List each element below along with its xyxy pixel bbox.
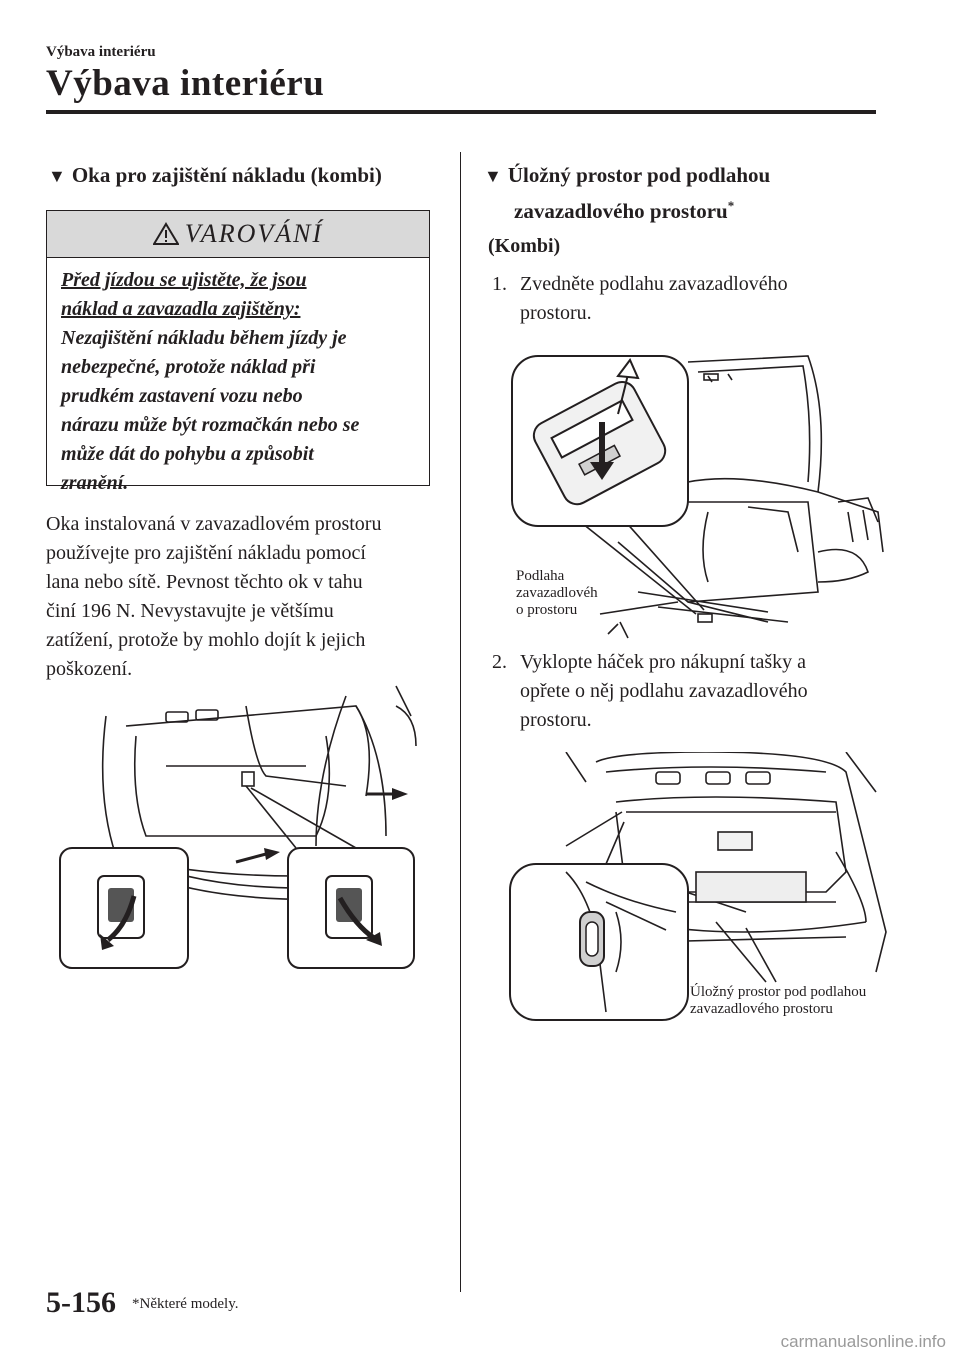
warning-header <box>47 211 429 258</box>
subheading-kombi: (Kombi) <box>488 235 561 257</box>
warning-triangle-icon <box>153 222 179 246</box>
running-header: Výbava interiéru <box>46 44 156 60</box>
step-2: 2. Vyklopte háček pro nákupní tašky a opřete o něj podlahu zavazadlového prostoru. <box>492 651 808 731</box>
section-heading-underfloor: ▼ Úložný prostor pod podlahou zavazadlového prostoru* <box>484 163 771 223</box>
warning-box <box>46 210 430 494</box>
column-divider <box>460 152 461 1292</box>
watermark: carmanualsonline.info <box>780 1332 946 1351</box>
triangle-bullet-icon: ▼ <box>484 166 502 186</box>
step-1: 1. Zvedněte podlahu zavazadlového prostoru. <box>492 273 788 324</box>
warning-title: VAROVÁNÍ <box>184 219 324 248</box>
fig1-caption: Podlaha zavazadlovéh o prostoru <box>516 568 598 618</box>
cargo-hooks-illustration <box>56 676 424 972</box>
warning-body <box>47 258 429 498</box>
body-paragraph: Oka instalovaná v zavazadlovém prostoru používejte pro zajištění nákladu pomocí lana nebo sítě. Pevnost těchto ok v tahu činí 196 N. Nevystavujte je většímu zatížení, protože by mohlo dojít k jejich poškození. <box>46 513 382 680</box>
triangle-bullet-icon: ▼ <box>48 166 66 186</box>
warning-line: nebezpečné, protože náklad při <box>61 356 316 378</box>
warning-line: Nezajištění nákladu během jízdy je <box>61 327 347 349</box>
fig2-caption: Úložný prostor pod podlahou zavazadlového prostoru <box>690 984 867 1017</box>
warning-line: může dát do pohybu a způsobit <box>61 443 314 465</box>
page-number: 5-156 <box>46 1286 116 1319</box>
section-heading-cargo-hooks: ▼ Oka pro zajištění nákladu (kombi) <box>48 160 382 191</box>
warning-line: prudkém zastavení vozu nebo <box>61 385 303 407</box>
page-title: Výbava interiéru <box>46 63 325 104</box>
warning-line: nárazu může být rozmačkán nebo se <box>61 414 360 436</box>
warning-line: zranění. <box>61 472 129 494</box>
warning-lead-line: náklad a zavazadla zajištěny: <box>61 298 301 320</box>
footnote: *Některé modely. <box>132 1296 239 1312</box>
header-rule <box>46 110 876 114</box>
warning-lead-line: Před jízdou se ujistěte, že jsou <box>61 269 307 291</box>
